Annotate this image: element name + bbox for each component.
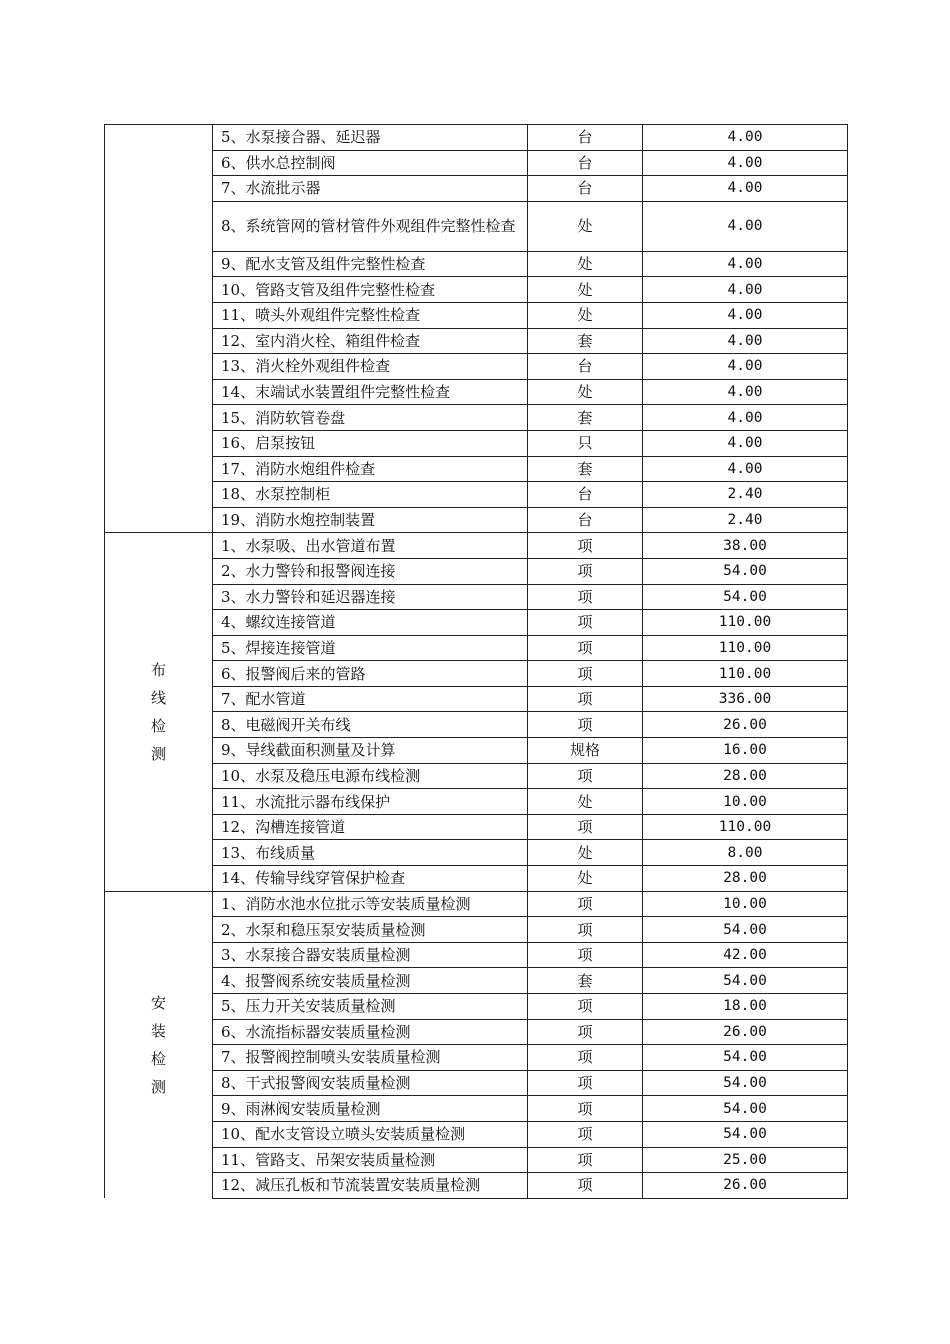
unit-cell: 规格 [528, 738, 643, 764]
unit-cell: 套 [528, 968, 643, 994]
unit-cell: 项 [528, 1019, 643, 1045]
qty-cell: 54.00 [643, 968, 848, 994]
qty-cell: 26.00 [643, 1019, 848, 1045]
table-row [105, 354, 848, 380]
qty-cell: 38.00 [643, 533, 848, 559]
item-cell: 13、布线质量 [213, 840, 528, 866]
table-row [105, 1173, 848, 1199]
table-row [105, 1070, 848, 1096]
table-row [105, 302, 848, 328]
item-cell: 9、导线截面积测量及计算 [213, 738, 528, 764]
table-row [105, 328, 848, 354]
qty-cell: 110.00 [643, 610, 848, 636]
qty-cell: 4.00 [643, 456, 848, 482]
qty-cell: 54.00 [643, 1096, 848, 1122]
table-row [105, 150, 848, 176]
table-row [105, 917, 848, 943]
item-cell: 7、报警阀控制喷头安装质量检测 [213, 1045, 528, 1071]
qty-cell: 4.00 [643, 251, 848, 277]
table-row [105, 994, 848, 1020]
table-row [105, 738, 848, 764]
item-cell: 4、报警阀系统安装质量检测 [213, 968, 528, 994]
item-cell: 18、水泵控制柜 [213, 482, 528, 508]
qty-cell: 18.00 [643, 994, 848, 1020]
unit-cell: 项 [528, 661, 643, 687]
table-row [105, 558, 848, 584]
unit-cell: 项 [528, 584, 643, 610]
table-row [105, 584, 848, 610]
item-cell: 5、压力开关安装质量检测 [213, 994, 528, 1020]
unit-cell: 套 [528, 328, 643, 354]
qty-cell: 28.00 [643, 763, 848, 789]
table-row [105, 1096, 848, 1122]
item-cell: 14、末端试水装置组件完整性检查 [213, 379, 528, 405]
unit-cell: 处 [528, 866, 643, 892]
item-cell: 11、水流批示器布线保护 [213, 789, 528, 815]
item-cell: 12、室内消火栓、箱组件检查 [213, 328, 528, 354]
item-cell: 3、水力警铃和延迟器连接 [213, 584, 528, 610]
unit-cell: 项 [528, 763, 643, 789]
table-row [105, 686, 848, 712]
qty-cell: 4.00 [643, 354, 848, 380]
unit-cell: 项 [528, 686, 643, 712]
table-row [105, 456, 848, 482]
table-row [105, 125, 848, 151]
table-row [105, 840, 848, 866]
item-cell: 7、水流批示器 [213, 176, 528, 202]
table-row [105, 610, 848, 636]
item-cell: 11、喷头外观组件完整性检查 [213, 302, 528, 328]
qty-cell: 10.00 [643, 789, 848, 815]
unit-cell: 项 [528, 942, 643, 968]
table-row [105, 405, 848, 431]
unit-cell: 项 [528, 1147, 643, 1173]
qty-cell: 8.00 [643, 840, 848, 866]
item-cell: 6、供水总控制阀 [213, 150, 528, 176]
unit-cell: 台 [528, 150, 643, 176]
item-cell: 16、启泵按钮 [213, 430, 528, 456]
category-label: 布线检测 [150, 660, 166, 763]
table-row [105, 533, 848, 559]
table-row [105, 201, 848, 251]
qty-cell: 4.00 [643, 379, 848, 405]
qty-cell: 54.00 [643, 584, 848, 610]
item-cell: 5、焊接连接管道 [213, 635, 528, 661]
item-cell: 2、水力警铃和报警阀连接 [213, 558, 528, 584]
item-cell: 12、减压孔板和节流装置安装质量检测 [213, 1173, 528, 1199]
unit-cell: 台 [528, 125, 643, 151]
item-cell: 17、消防水炮组件检查 [213, 456, 528, 482]
unit-cell: 台 [528, 482, 643, 508]
unit-cell: 项 [528, 994, 643, 1020]
qty-cell: 2.40 [643, 482, 848, 508]
item-cell: 19、消防水炮控制装置 [213, 507, 528, 533]
qty-cell: 54.00 [643, 558, 848, 584]
unit-cell: 项 [528, 1121, 643, 1147]
qty-cell: 42.00 [643, 942, 848, 968]
qty-cell: 4.00 [643, 150, 848, 176]
unit-cell: 处 [528, 302, 643, 328]
qty-cell: 16.00 [643, 738, 848, 764]
unit-cell: 台 [528, 176, 643, 202]
item-cell: 10、管路支管及组件完整性检查 [213, 277, 528, 303]
item-cell: 1、消防水池水位批示等安装质量检测 [213, 891, 528, 917]
table-row [105, 1045, 848, 1071]
unit-cell: 台 [528, 507, 643, 533]
table-row [105, 712, 848, 738]
table-row [105, 1121, 848, 1147]
item-cell: 15、消防软管卷盘 [213, 405, 528, 431]
unit-cell: 处 [528, 789, 643, 815]
unit-cell: 处 [528, 840, 643, 866]
table-row [105, 430, 848, 456]
item-cell: 10、水泵及稳压电源布线检测 [213, 763, 528, 789]
unit-cell: 处 [528, 201, 643, 251]
qty-cell: 4.00 [643, 125, 848, 151]
qty-cell: 54.00 [643, 917, 848, 943]
qty-cell: 4.00 [643, 277, 848, 303]
item-cell: 14、传输导线穿管保护检查 [213, 866, 528, 892]
item-cell: 8、电磁阀开关布线 [213, 712, 528, 738]
category-cell [105, 891, 213, 1198]
item-cell: 8、干式报警阀安装质量检测 [213, 1070, 528, 1096]
category-cell [105, 125, 213, 533]
unit-cell: 项 [528, 1096, 643, 1122]
table-row [105, 1147, 848, 1173]
unit-cell: 项 [528, 891, 643, 917]
qty-cell: 110.00 [643, 814, 848, 840]
unit-cell: 项 [528, 610, 643, 636]
table-row [105, 866, 848, 892]
qty-cell: 26.00 [643, 712, 848, 738]
table-row [105, 789, 848, 815]
qty-cell: 2.40 [643, 507, 848, 533]
table-row [105, 176, 848, 202]
unit-cell: 套 [528, 405, 643, 431]
qty-cell: 4.00 [643, 405, 848, 431]
qty-cell: 4.00 [643, 201, 848, 251]
qty-cell: 4.00 [643, 302, 848, 328]
unit-cell: 项 [528, 533, 643, 559]
item-cell: 11、管路支、吊架安装质量检测 [213, 1147, 528, 1173]
inspection-table-body [105, 125, 848, 1199]
qty-cell: 4.00 [643, 430, 848, 456]
item-cell: 6、水流指标器安装质量检测 [213, 1019, 528, 1045]
table-row [105, 763, 848, 789]
item-cell: 2、水泵和稳压泵安装质量检测 [213, 917, 528, 943]
qty-cell: 54.00 [643, 1121, 848, 1147]
unit-cell: 套 [528, 456, 643, 482]
item-cell: 13、消火栓外观组件检查 [213, 354, 528, 380]
unit-cell: 处 [528, 277, 643, 303]
table-row [105, 814, 848, 840]
unit-cell: 只 [528, 430, 643, 456]
table-row [105, 1019, 848, 1045]
item-cell: 6、报警阀后来的管路 [213, 661, 528, 687]
qty-cell: 4.00 [643, 328, 848, 354]
item-cell: 9、配水支管及组件完整性检查 [213, 251, 528, 277]
item-cell: 8、系统管网的管材管件外观组件完整性检查 [213, 201, 528, 251]
qty-cell: 28.00 [643, 866, 848, 892]
qty-cell: 110.00 [643, 661, 848, 687]
item-cell: 3、水泵接合器安装质量检测 [213, 942, 528, 968]
unit-cell: 项 [528, 1045, 643, 1071]
unit-cell: 项 [528, 635, 643, 661]
qty-cell: 336.00 [643, 686, 848, 712]
inspection-table [104, 124, 848, 1199]
item-cell: 9、雨淋阀安装质量检测 [213, 1096, 528, 1122]
qty-cell: 110.00 [643, 635, 848, 661]
qty-cell: 54.00 [643, 1045, 848, 1071]
unit-cell: 处 [528, 379, 643, 405]
qty-cell: 26.00 [643, 1173, 848, 1199]
unit-cell: 项 [528, 1173, 643, 1199]
item-cell: 4、螺纹连接管道 [213, 610, 528, 636]
item-cell: 12、沟槽连接管道 [213, 814, 528, 840]
item-cell: 7、配水管道 [213, 686, 528, 712]
qty-cell: 10.00 [643, 891, 848, 917]
unit-cell: 处 [528, 251, 643, 277]
table-row [105, 661, 848, 687]
qty-cell: 54.00 [643, 1070, 848, 1096]
table-row [105, 379, 848, 405]
table-row [105, 635, 848, 661]
table-row [105, 277, 848, 303]
unit-cell: 项 [528, 814, 643, 840]
table-row [105, 968, 848, 994]
item-cell: 5、水泵接合器、延迟器 [213, 125, 528, 151]
table-row [105, 507, 848, 533]
unit-cell: 台 [528, 354, 643, 380]
category-label: 安装检测 [150, 993, 166, 1096]
category-cell [105, 533, 213, 891]
table-row [105, 482, 848, 508]
qty-cell: 25.00 [643, 1147, 848, 1173]
unit-cell: 项 [528, 1070, 643, 1096]
qty-cell: 4.00 [643, 176, 848, 202]
item-cell: 1、水泵吸、出水管道布置 [213, 533, 528, 559]
unit-cell: 项 [528, 558, 643, 584]
unit-cell: 项 [528, 712, 643, 738]
table-row [105, 942, 848, 968]
unit-cell: 项 [528, 917, 643, 943]
item-cell: 10、配水支管设立喷头安装质量检测 [213, 1121, 528, 1147]
table-row [105, 891, 848, 917]
table-row [105, 251, 848, 277]
